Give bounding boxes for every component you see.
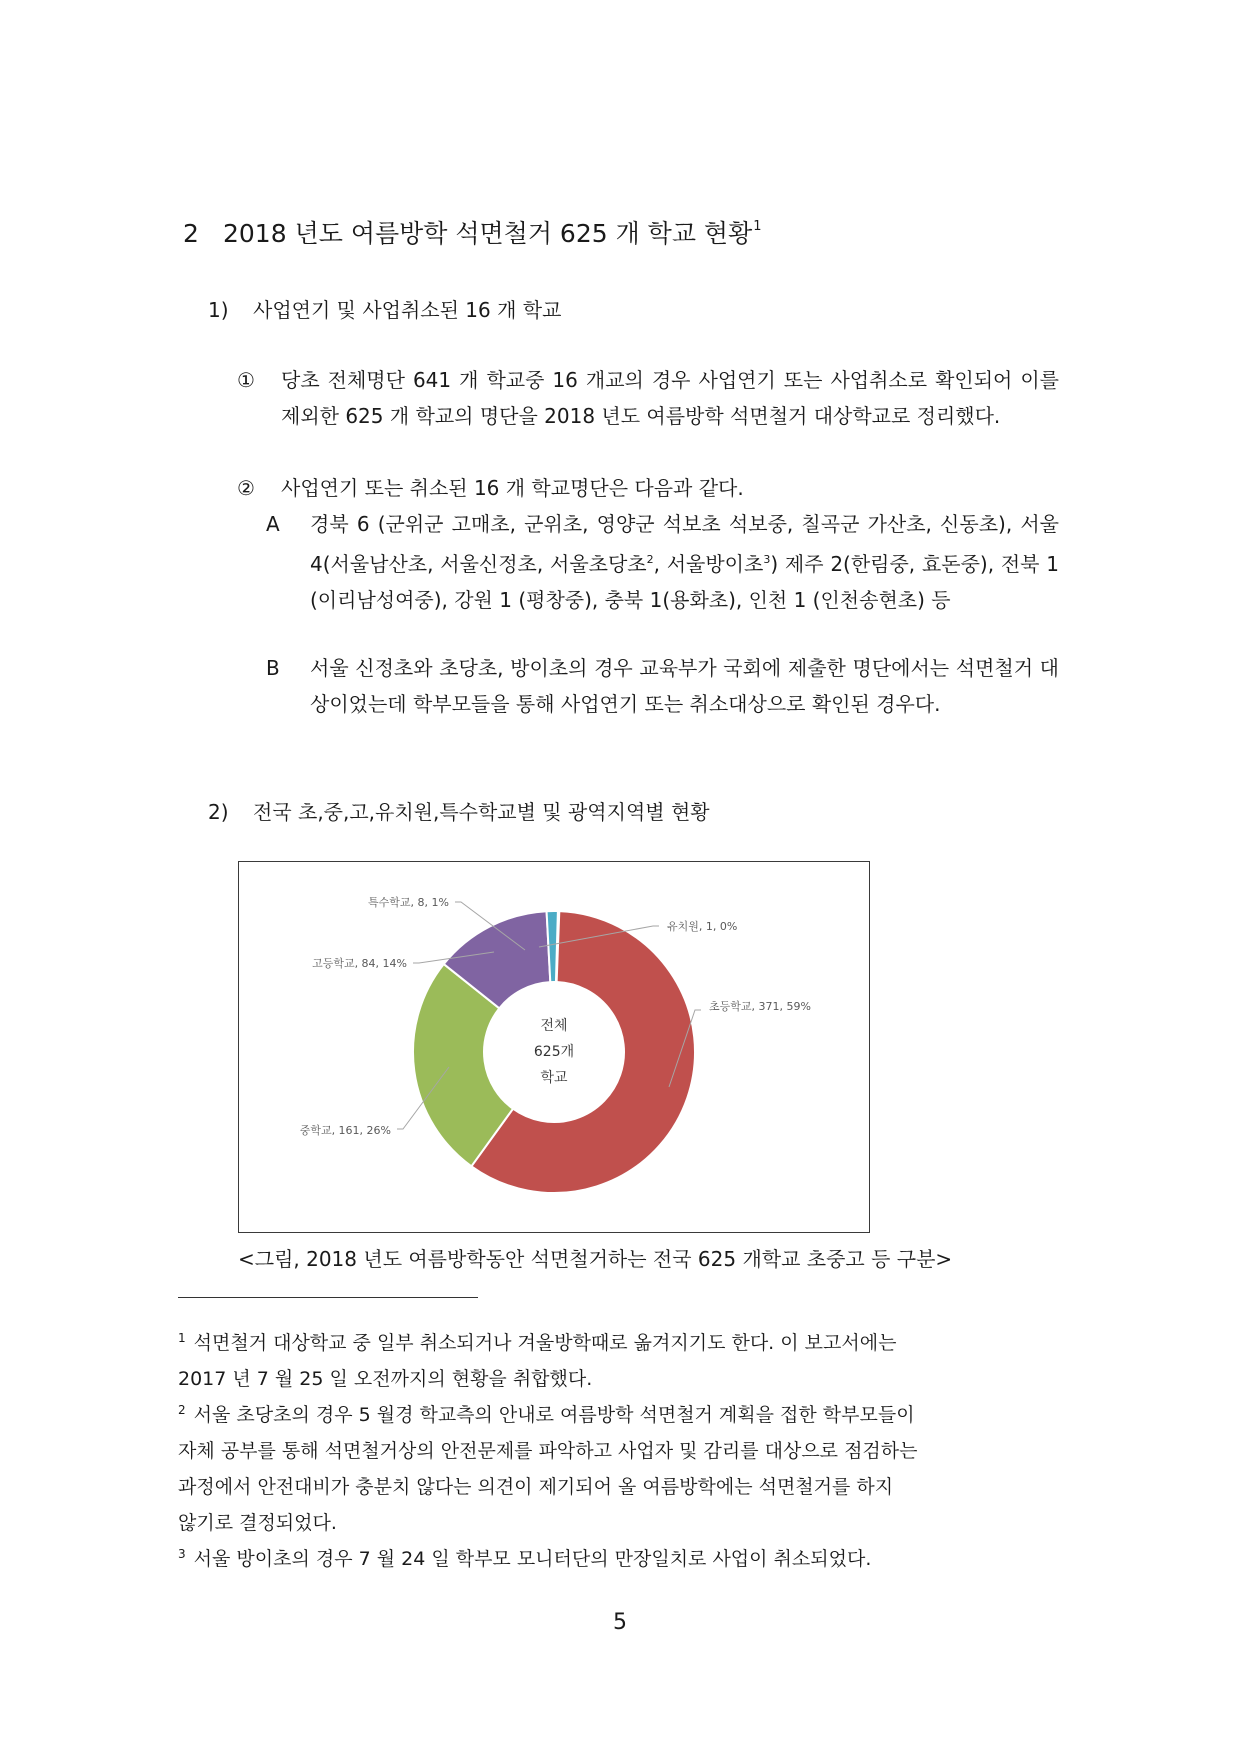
list-item-2 bbox=[237, 470, 1059, 506]
list-marker-b: B bbox=[266, 656, 280, 680]
center-label-line-2: 625개 bbox=[533, 1044, 575, 1060]
footnote-1-line-1: 석면철거 대상학교 중 일부 취소되거나 겨울방학때로 옮겨지기도 한다. 이 보고서에는 bbox=[193, 1332, 897, 1354]
donut-chart-figure bbox=[238, 861, 870, 1233]
list-item-b-text: 서울 신정초와 초당초, 방이초의 경우 교육부가 국회에 제출한 명단에서는 석면철거 대상이었는데 학부모들을 통해 사업연기 또는 취소대상으로 확인된 경우다. bbox=[310, 656, 1059, 716]
footnote-3 bbox=[178, 1536, 1048, 1577]
footnote-2-line-4: 않기로 결정되었다. bbox=[178, 1512, 337, 1534]
list-marker-1: ① bbox=[237, 368, 255, 392]
data-label-middle: 중학교, 161, 26% bbox=[299, 1124, 391, 1137]
footnote-1-mark: 1 bbox=[178, 1331, 186, 1345]
list-item-2-text: 사업연기 또는 취소된 16 개 학교명단은 다음과 같다. bbox=[281, 476, 744, 500]
subheading-2-number: 2) bbox=[208, 800, 229, 824]
list-item-a-text bbox=[310, 506, 1059, 618]
list-item-a bbox=[266, 506, 1059, 618]
donut-chart bbox=[239, 862, 871, 1234]
subheading-1 bbox=[208, 294, 561, 323]
list-item-a-text-part2: , 서울방이초 bbox=[653, 552, 764, 576]
list-item-a-text-part3: ) 제주 2(한림중, 효돈중), 전북 1 (이리남성여중), 강원 1 (평창중), 충북 1(용화초), 인천 1 (인천송현초) 등 bbox=[310, 552, 1059, 612]
list-item-b bbox=[266, 650, 1059, 722]
footnote-3-mark: 3 bbox=[178, 1547, 186, 1561]
footnote-2-line-1: 서울 초당초의 경우 5 월경 학교측의 안내로 여름방학 석면철거 계획을 접한 학부모들이 bbox=[193, 1404, 915, 1426]
section-number: 2 bbox=[183, 219, 199, 248]
section-title: 2018 년도 여름방학 석면철거 625 개 학교 현황 bbox=[223, 219, 753, 248]
footnote-ref-1[interactable]: 1 bbox=[753, 219, 762, 234]
footnote-divider bbox=[178, 1297, 478, 1298]
center-label-line-3: 학교 bbox=[540, 1070, 568, 1086]
footnote-1 bbox=[178, 1320, 1048, 1397]
subheading-2 bbox=[208, 796, 710, 825]
list-item-1-text: 당초 전체명단 641 개 학교중 16 개교의 경우 사업연기 또는 사업취소로 확인되어 이를 제외한 625 개 학교의 명단을 2018 년도 여름방학 석면철거 대상학교로 정리했다. bbox=[281, 368, 1059, 428]
footnote-2-mark: 2 bbox=[178, 1403, 186, 1417]
subheading-2-title: 전국 초,중,고,유치원,특수학교별 및 광역지역별 현황 bbox=[253, 800, 710, 824]
subheading-1-title: 사업연기 및 사업취소된 16 개 학교 bbox=[253, 298, 562, 322]
list-marker-2: ② bbox=[237, 476, 255, 500]
footnote-3-line-1: 서울 방이초의 경우 7 월 24 일 학부모 모니터단의 만장일치로 사업이 취소되었다. bbox=[193, 1548, 872, 1570]
footnote-ref-3[interactable]: 3 bbox=[763, 553, 771, 566]
list-item-1 bbox=[237, 362, 1059, 434]
data-label-kinder: 유치원, 1, 0% bbox=[667, 920, 738, 933]
figure-caption: <그림, 2018 년도 여름방학동안 석면철거하는 전국 625 개학교 초중고 등 구분> bbox=[238, 1247, 953, 1271]
footnote-2-line-3: 과정에서 안전대비가 충분치 않다는 의견이 제기되어 올 여름방학에는 석면철거를 하지 bbox=[178, 1476, 894, 1498]
page-number: 5 bbox=[613, 1610, 627, 1635]
subheading-1-number: 1) bbox=[208, 298, 229, 322]
section-heading bbox=[183, 214, 762, 250]
footnote-ref-2[interactable]: 2 bbox=[646, 553, 654, 566]
list-item-a-text-part1: 경북 6 (군위군 고매초, 군위초, 영양군 석보초 석보중, 칠곡군 가산초, 신동초), 서울 4(서울남산초, 서울신정초, 서울초당초 bbox=[310, 512, 1059, 576]
footnote-1-line-2: 2017 년 7 월 25 일 오전까지의 현황을 취합했다. bbox=[178, 1368, 593, 1390]
data-label-elem: 초등학교, 371, 59% bbox=[709, 1000, 811, 1013]
data-label-special: 특수학교, 8, 1% bbox=[368, 896, 449, 909]
center-label-line-1: 전체 bbox=[540, 1018, 568, 1034]
list-marker-a: A bbox=[266, 512, 280, 536]
footnote-2 bbox=[178, 1392, 1048, 1541]
footnote-2-line-2: 자체 공부를 통해 석면철거상의 안전문제를 파악하고 사업자 및 감리를 대상으로 점검하는 bbox=[178, 1440, 918, 1462]
data-label-high: 고등학교, 84, 14% bbox=[312, 957, 407, 970]
